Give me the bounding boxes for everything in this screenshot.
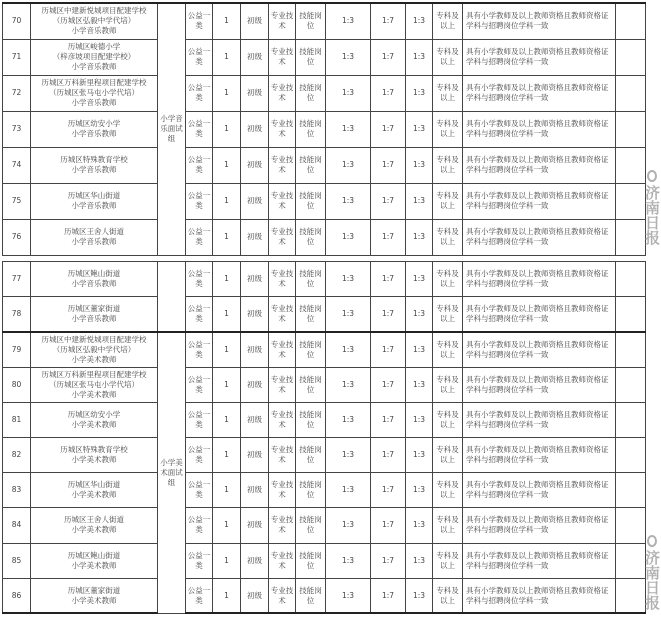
education-cell: 专科及以上 (433, 473, 463, 508)
education-cell: 专科及以上 (433, 578, 463, 613)
ratio3-cell: 1:3 (406, 508, 433, 543)
post-type-cell: 专业技术 (269, 402, 296, 437)
remarks-cell (616, 508, 646, 543)
count-cell: 1 (213, 262, 241, 297)
watermark (644, 170, 659, 245)
post-type-cell: 专业技术 (269, 3, 296, 39)
table-row (3, 3, 646, 39)
level-cell: 初级 (241, 543, 269, 578)
requirement-cell: 具有小学教师及以上教师资格且教师资格证学科与招聘岗位学科一致 (463, 219, 616, 255)
ratio3-cell: 1:3 (406, 332, 433, 367)
level-cell: 初级 (241, 578, 269, 613)
table-row (3, 473, 646, 508)
ratio2-cell: 1:7 (371, 508, 406, 543)
count-cell: 1 (213, 111, 241, 147)
level-cell: 初级 (241, 332, 269, 367)
ratio3-cell: 1:3 (406, 578, 433, 613)
requirement-cell: 具有小学教师及以上教师资格且教师资格证学科与招聘岗位学科一致 (463, 578, 616, 613)
row-number: 70 (3, 3, 31, 39)
ratio2-cell: 1:7 (371, 402, 406, 437)
row-number: 74 (3, 147, 31, 183)
table-row (3, 367, 646, 402)
ratio1-cell: 1:3 (326, 39, 371, 75)
requirement-cell: 具有小学教师及以上教师资格且教师资格证学科与招聘岗位学科一致 (463, 262, 616, 297)
level-cell: 初级 (241, 473, 269, 508)
ratio1-cell: 1:3 (326, 508, 371, 543)
category-cell: 公益一类 (186, 402, 213, 437)
ratio1-cell: 1:3 (326, 367, 371, 402)
level-cell: 初级 (241, 219, 269, 255)
row-number: 76 (3, 219, 31, 255)
row-number: 77 (3, 262, 31, 297)
ratio2-cell: 1:7 (371, 219, 406, 255)
ratio2-cell: 1:7 (371, 111, 406, 147)
level-cell: 初级 (241, 402, 269, 437)
row-number: 80 (3, 367, 31, 402)
requirement-cell: 具有小学教师及以上教师资格且教师资格证学科与招聘岗位学科一致 (463, 473, 616, 508)
level-cell: 初级 (241, 147, 269, 183)
ratio3-cell: 1:3 (406, 183, 433, 219)
level-cell: 初级 (241, 183, 269, 219)
level-cell: 初级 (241, 75, 269, 111)
ratio1-cell: 1:3 (326, 111, 371, 147)
post-level-cell: 技能岗位 (296, 219, 326, 255)
ratio1-cell: 1:3 (326, 402, 371, 437)
category-cell: 公益一类 (186, 3, 213, 39)
post-type-cell: 专业技术 (269, 437, 296, 472)
count-cell: 1 (213, 39, 241, 75)
ratio2-cell: 1:7 (371, 297, 406, 332)
remarks-cell (616, 543, 646, 578)
post-type-cell: 专业技术 (269, 219, 296, 255)
remarks-cell (616, 332, 646, 367)
count-cell: 1 (213, 508, 241, 543)
count-cell: 1 (213, 219, 241, 255)
interview-group: 小学音乐面试组 (158, 3, 186, 255)
row-number: 84 (3, 508, 31, 543)
ratio1-cell: 1:3 (326, 219, 371, 255)
position-name: 历城区特殊教育学校 小学音乐教师 (31, 147, 158, 183)
position-name: 历城区中建新悦城项目配建学校 （历城区弘毅中学代培） 小学音乐教师 (31, 3, 158, 39)
position-name: 历城区华山街道 小学美术教师 (31, 473, 158, 508)
category-cell: 公益一类 (186, 111, 213, 147)
post-type-cell: 专业技术 (269, 367, 296, 402)
ratio2-cell: 1:7 (371, 578, 406, 613)
position-name: 历城区董家街道 小学音乐教师 (31, 297, 158, 332)
education-cell: 专科及以上 (433, 147, 463, 183)
watermark-text: 济南日报 (643, 550, 661, 610)
post-level-cell: 技能岗位 (296, 75, 326, 111)
requirement-cell: 具有小学教师及以上教师资格且教师资格证学科与招聘岗位学科一致 (463, 402, 616, 437)
table-row (3, 402, 646, 437)
ratio3-cell: 1:3 (406, 402, 433, 437)
wechat-icon (647, 170, 657, 182)
education-cell: 专科及以上 (433, 3, 463, 39)
requirement-cell: 具有小学教师及以上教师资格且教师资格证学科与招聘岗位学科一致 (463, 183, 616, 219)
level-cell: 初级 (241, 262, 269, 297)
ratio1-cell: 1:3 (326, 262, 371, 297)
level-cell: 初级 (241, 111, 269, 147)
count-cell: 1 (213, 147, 241, 183)
level-cell: 初级 (241, 508, 269, 543)
row-number: 71 (3, 39, 31, 75)
remarks-cell (616, 219, 646, 255)
recruitment-table-top (2, 2, 646, 256)
remarks-cell (616, 75, 646, 111)
education-cell: 专科及以上 (433, 219, 463, 255)
category-cell: 公益一类 (186, 39, 213, 75)
level-cell: 初级 (241, 297, 269, 332)
level-cell: 初级 (241, 3, 269, 39)
ratio2-cell: 1:7 (371, 75, 406, 111)
table-row (3, 508, 646, 543)
post-level-cell: 技能岗位 (296, 332, 326, 367)
position-name: 历城区峻德小学 （梓彦坡项目配建学校） 小学音乐教师 (31, 39, 158, 75)
position-name: 历城区王舍人街道 小学音乐教师 (31, 219, 158, 255)
watermark (644, 535, 659, 610)
table-row (3, 543, 646, 578)
remarks-cell (616, 39, 646, 75)
education-cell: 专科及以上 (433, 75, 463, 111)
count-cell: 1 (213, 437, 241, 472)
count-cell: 1 (213, 367, 241, 402)
category-cell: 公益一类 (186, 543, 213, 578)
post-type-cell: 专业技术 (269, 543, 296, 578)
category-cell: 公益一类 (186, 219, 213, 255)
row-number: 81 (3, 402, 31, 437)
interview-group-continued (158, 262, 186, 332)
row-number: 79 (3, 332, 31, 367)
remarks-cell (616, 183, 646, 219)
post-type-cell: 专业技术 (269, 262, 296, 297)
remarks-cell (616, 111, 646, 147)
ratio2-cell: 1:7 (371, 367, 406, 402)
position-name: 历城区鲍山街道 小学美术教师 (31, 543, 158, 578)
ratio2-cell: 1:7 (371, 473, 406, 508)
row-number: 83 (3, 473, 31, 508)
count-cell: 1 (213, 332, 241, 367)
requirement-cell: 具有小学教师及以上教师资格且教师资格证学科与招聘岗位学科一致 (463, 75, 616, 111)
table-row (3, 262, 646, 297)
post-type-cell: 专业技术 (269, 297, 296, 332)
ratio2-cell: 1:7 (371, 437, 406, 472)
row-number: 82 (3, 437, 31, 472)
count-cell: 1 (213, 183, 241, 219)
requirement-cell: 具有小学教师及以上教师资格且教师资格证学科与招聘岗位学科一致 (463, 147, 616, 183)
remarks-cell (616, 3, 646, 39)
table-row (3, 332, 646, 367)
count-cell: 1 (213, 3, 241, 39)
post-type-cell: 专业技术 (269, 111, 296, 147)
position-name: 历城区幼安小学 小学美术教师 (31, 402, 158, 437)
education-cell: 专科及以上 (433, 402, 463, 437)
position-name: 历城区华山街道 小学音乐教师 (31, 183, 158, 219)
row-number: 85 (3, 543, 31, 578)
post-level-cell: 技能岗位 (296, 3, 326, 39)
category-cell: 公益一类 (186, 147, 213, 183)
ratio3-cell: 1:3 (406, 262, 433, 297)
remarks-cell (616, 402, 646, 437)
post-level-cell: 技能岗位 (296, 367, 326, 402)
ratio1-cell: 1:3 (326, 473, 371, 508)
table-row (3, 578, 646, 613)
requirement-cell: 具有小学教师及以上教师资格且教师资格证学科与招聘岗位学科一致 (463, 437, 616, 472)
post-level-cell: 技能岗位 (296, 578, 326, 613)
education-cell: 专科及以上 (433, 508, 463, 543)
ratio1-cell: 1:3 (326, 578, 371, 613)
requirement-cell: 具有小学教师及以上教师资格且教师资格证学科与招聘岗位学科一致 (463, 508, 616, 543)
ratio2-cell: 1:7 (371, 183, 406, 219)
ratio1-cell: 1:3 (326, 332, 371, 367)
row-number: 73 (3, 111, 31, 147)
table-row (3, 183, 646, 219)
education-cell: 专科及以上 (433, 262, 463, 297)
count-cell: 1 (213, 402, 241, 437)
position-name: 历城区鲍山街道 小学音乐教师 (31, 262, 158, 297)
position-name: 历城区特殊教育学校 小学美术教师 (31, 437, 158, 472)
ratio2-cell: 1:7 (371, 147, 406, 183)
category-cell: 公益一类 (186, 473, 213, 508)
education-cell: 专科及以上 (433, 297, 463, 332)
position-name: 历城区王舍人街道 小学美术教师 (31, 508, 158, 543)
education-cell: 专科及以上 (433, 543, 463, 578)
requirement-cell: 具有小学教师及以上教师资格且教师资格证学科与招聘岗位学科一致 (463, 367, 616, 402)
table-row (3, 39, 646, 75)
post-level-cell: 技能岗位 (296, 437, 326, 472)
post-type-cell: 专业技术 (269, 473, 296, 508)
category-cell: 公益一类 (186, 332, 213, 367)
ratio3-cell: 1:3 (406, 297, 433, 332)
education-cell: 专科及以上 (433, 367, 463, 402)
remarks-cell (616, 473, 646, 508)
post-type-cell: 专业技术 (269, 578, 296, 613)
count-cell: 1 (213, 473, 241, 508)
ratio2-cell: 1:7 (371, 262, 406, 297)
table-row (3, 75, 646, 111)
post-level-cell: 技能岗位 (296, 111, 326, 147)
table-row (3, 219, 646, 255)
position-name: 历城区董家街道 小学美术教师 (31, 578, 158, 613)
education-cell: 专科及以上 (433, 39, 463, 75)
remarks-cell (616, 578, 646, 613)
row-number: 75 (3, 183, 31, 219)
ratio3-cell: 1:3 (406, 75, 433, 111)
category-cell: 公益一类 (186, 75, 213, 111)
level-cell: 初级 (241, 39, 269, 75)
remarks-cell (616, 437, 646, 472)
table-row (3, 297, 646, 332)
ratio3-cell: 1:3 (406, 219, 433, 255)
education-cell: 专科及以上 (433, 183, 463, 219)
ratio1-cell: 1:3 (326, 437, 371, 472)
count-cell: 1 (213, 297, 241, 332)
position-name: 历城区中建新悦城项目配建学校 （历城区弘毅中学代培） 小学美术教师 (31, 332, 158, 367)
level-cell: 初级 (241, 367, 269, 402)
requirement-cell: 具有小学教师及以上教师资格且教师资格证学科与招聘岗位学科一致 (463, 39, 616, 75)
post-level-cell: 技能岗位 (296, 297, 326, 332)
category-cell: 公益一类 (186, 297, 213, 332)
post-type-cell: 专业技术 (269, 183, 296, 219)
remarks-cell (616, 147, 646, 183)
post-level-cell: 技能岗位 (296, 262, 326, 297)
category-cell: 公益一类 (186, 508, 213, 543)
remarks-cell (616, 367, 646, 402)
wechat-icon (647, 535, 657, 547)
category-cell: 公益一类 (186, 262, 213, 297)
remarks-cell (616, 262, 646, 297)
count-cell: 1 (213, 578, 241, 613)
post-level-cell: 技能岗位 (296, 183, 326, 219)
ratio3-cell: 1:3 (406, 3, 433, 39)
requirement-cell: 具有小学教师及以上教师资格且教师资格证学科与招聘岗位学科一致 (463, 297, 616, 332)
ratio3-cell: 1:3 (406, 473, 433, 508)
ratio3-cell: 1:3 (406, 543, 433, 578)
post-level-cell: 技能岗位 (296, 147, 326, 183)
requirement-cell: 具有小学教师及以上教师资格且教师资格证学科与招聘岗位学科一致 (463, 111, 616, 147)
post-type-cell: 专业技术 (269, 39, 296, 75)
level-cell: 初级 (241, 437, 269, 472)
category-cell: 公益一类 (186, 367, 213, 402)
category-cell: 公益一类 (186, 437, 213, 472)
ratio3-cell: 1:3 (406, 367, 433, 402)
ratio1-cell: 1:3 (326, 297, 371, 332)
requirement-cell: 具有小学教师及以上教师资格且教师资格证学科与招聘岗位学科一致 (463, 3, 616, 39)
recruitment-table-bottom (2, 261, 646, 614)
ratio1-cell: 1:3 (326, 147, 371, 183)
interview-group: 小学美术面试组 (158, 332, 186, 614)
education-cell: 专科及以上 (433, 332, 463, 367)
education-cell: 专科及以上 (433, 111, 463, 147)
post-type-cell: 专业技术 (269, 75, 296, 111)
category-cell: 公益一类 (186, 183, 213, 219)
position-name: 历城区幼安小学 小学音乐教师 (31, 111, 158, 147)
ratio2-cell: 1:7 (371, 3, 406, 39)
row-number: 72 (3, 75, 31, 111)
post-type-cell: 专业技术 (269, 508, 296, 543)
ratio2-cell: 1:7 (371, 39, 406, 75)
table-row (3, 147, 646, 183)
ratio3-cell: 1:3 (406, 39, 433, 75)
ratio2-cell: 1:7 (371, 332, 406, 367)
count-cell: 1 (213, 75, 241, 111)
post-level-cell: 技能岗位 (296, 543, 326, 578)
category-cell: 公益一类 (186, 578, 213, 613)
ratio3-cell: 1:3 (406, 147, 433, 183)
table-row (3, 437, 646, 472)
ratio1-cell: 1:3 (326, 543, 371, 578)
post-level-cell: 技能岗位 (296, 473, 326, 508)
ratio3-cell: 1:3 (406, 437, 433, 472)
ratio1-cell: 1:3 (326, 3, 371, 39)
remarks-cell (616, 297, 646, 332)
watermark-text: 济南日报 (643, 185, 661, 245)
requirement-cell: 具有小学教师及以上教师资格且教师资格证学科与招聘岗位学科一致 (463, 332, 616, 367)
table-row (3, 111, 646, 147)
ratio2-cell: 1:7 (371, 543, 406, 578)
ratio1-cell: 1:3 (326, 183, 371, 219)
education-cell: 专科及以上 (433, 437, 463, 472)
ratio3-cell: 1:3 (406, 111, 433, 147)
position-name: 历城区万科新里程项目配建学校 （历城区张马屯小学代培） 小学音乐教师 (31, 75, 158, 111)
ratio1-cell: 1:3 (326, 75, 371, 111)
post-level-cell: 技能岗位 (296, 402, 326, 437)
post-level-cell: 技能岗位 (296, 508, 326, 543)
count-cell: 1 (213, 543, 241, 578)
post-type-cell: 专业技术 (269, 332, 296, 367)
row-number: 78 (3, 297, 31, 332)
post-type-cell: 专业技术 (269, 147, 296, 183)
row-number: 86 (3, 578, 31, 613)
post-level-cell: 技能岗位 (296, 39, 326, 75)
position-name: 历城区万科新里程项目配建学校 （历城区张马屯小学代培） 小学美术教师 (31, 367, 158, 402)
requirement-cell: 具有小学教师及以上教师资格且教师资格证学科与招聘岗位学科一致 (463, 543, 616, 578)
